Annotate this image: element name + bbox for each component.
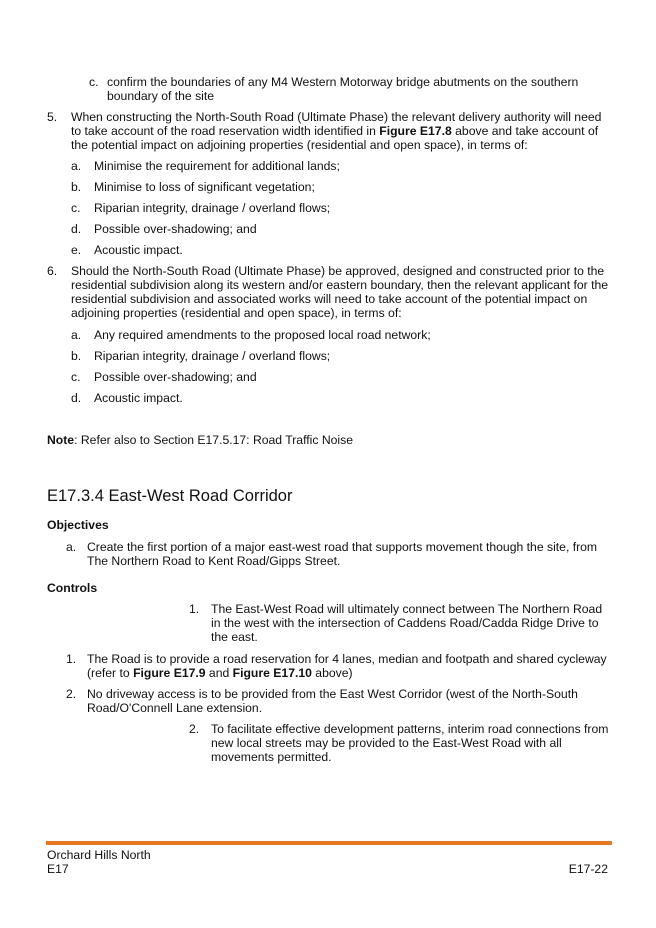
sub-text: Riparian integrity, drainage / overland flows; bbox=[94, 349, 331, 363]
controls-heading: Controls bbox=[47, 581, 98, 595]
footer-chapter: E17 bbox=[47, 862, 69, 876]
list-text: in the west with the intersection of Caddens Road/Cadda Ridge Drive to bbox=[211, 616, 599, 630]
note-text: : Refer also to Section E17.5.17: Road Traffic Noise bbox=[74, 433, 353, 447]
list-text: To facilitate effective development patterns, interim road connections from bbox=[211, 722, 609, 736]
sub-text: Possible over-shadowing; and bbox=[94, 222, 257, 236]
list-marker: 2. bbox=[189, 722, 200, 736]
sub-text: Possible over-shadowing; and bbox=[94, 370, 257, 384]
list-text: Create the first portion of a major east-west road that supports movement though the site, from bbox=[87, 540, 598, 554]
list-marker: 1. bbox=[66, 652, 77, 666]
text-run: (refer to bbox=[87, 666, 134, 680]
list-text: movements permitted. bbox=[211, 750, 332, 764]
sub-text: Acoustic impact. bbox=[94, 243, 183, 257]
text-run: above) bbox=[311, 666, 353, 680]
footer-document-name: Orchard Hills North bbox=[47, 848, 151, 862]
note-label: Note bbox=[47, 433, 75, 447]
footer-rule bbox=[46, 841, 612, 845]
sub-text: Minimise the requirement for additional lands; bbox=[94, 159, 340, 173]
note bbox=[47, 433, 353, 448]
sub-marker: a. bbox=[71, 159, 82, 173]
list-marker: c. bbox=[89, 75, 99, 89]
sub-marker: b. bbox=[71, 349, 82, 363]
sub-marker: a. bbox=[71, 328, 82, 342]
list-marker: 1. bbox=[189, 602, 200, 616]
figure-reference: Figure E17.9 bbox=[133, 666, 206, 680]
sub-marker: c. bbox=[71, 201, 81, 215]
footer-page-number: E17-22 bbox=[568, 862, 608, 876]
list-marker: a. bbox=[66, 540, 77, 554]
list-text: The Road is to provide a road reservation for 4 lanes, median and footpath and shared cycleway bbox=[87, 652, 607, 666]
list-text bbox=[87, 666, 353, 681]
list-text: When constructing the North-South Road (Ultimate Phase) the relevant delivery authority will need bbox=[71, 110, 602, 124]
list-text: residential subdivision and associated works will need to take account of the potential impact on bbox=[71, 292, 588, 306]
list-marker: 5. bbox=[47, 110, 58, 124]
list-text: new local streets may be provided to the East-West Road with all bbox=[211, 736, 562, 750]
list-text: the east. bbox=[211, 630, 258, 644]
list-text: adjoining properties (residential and open space), in terms of: bbox=[71, 306, 402, 320]
figure-reference: Figure E17.10 bbox=[232, 666, 312, 680]
list-text: confirm the boundaries of any M4 Western Motorway bridge abutments on the southern bbox=[107, 75, 579, 89]
sub-marker: d. bbox=[71, 222, 82, 236]
section-heading: E17.3.4 East-West Road Corridor bbox=[47, 487, 293, 505]
sub-text: Any required amendments to the proposed local road network; bbox=[94, 328, 431, 342]
list-marker: 6. bbox=[47, 264, 58, 278]
sub-text: Minimise to loss of significant vegetation; bbox=[94, 180, 315, 194]
text-run: to take account of the road reservation width identified in bbox=[71, 124, 380, 138]
sub-marker: e. bbox=[71, 243, 82, 257]
text-run: and bbox=[205, 666, 233, 680]
list-text: residential subdivision along its western and/or eastern boundary, then the relevant applicant for the bbox=[71, 278, 609, 292]
list-text: The East-West Road will ultimately connect between The Northern Road bbox=[211, 602, 603, 616]
list-text: the potential impact on adjoining properties (residential and open space), in terms of: bbox=[71, 138, 528, 152]
list-text: No driveway access is to be provided from the East West Corridor (west of the North-South bbox=[87, 687, 578, 701]
list-text: The Northern Road to Kent Road/Gipps Street. bbox=[87, 554, 341, 568]
text-run: above and take account of bbox=[451, 124, 599, 138]
sub-text: Acoustic impact. bbox=[94, 391, 183, 405]
sub-marker: b. bbox=[71, 180, 82, 194]
figure-reference: Figure E17.8 bbox=[379, 124, 452, 138]
list-text: Should the North-South Road (Ultimate Phase) be approved, designed and constructed prior to the bbox=[71, 264, 605, 278]
list-text bbox=[71, 124, 598, 139]
list-text: Road/O'Connell Lane extension. bbox=[87, 701, 263, 715]
list-marker: 2. bbox=[66, 687, 77, 701]
sub-text: Riparian integrity, drainage / overland flows; bbox=[94, 201, 331, 215]
sub-marker: d. bbox=[71, 391, 82, 405]
list-text: boundary of the site bbox=[107, 89, 215, 103]
objectives-heading: Objectives bbox=[47, 518, 109, 532]
sub-marker: c. bbox=[71, 370, 81, 384]
